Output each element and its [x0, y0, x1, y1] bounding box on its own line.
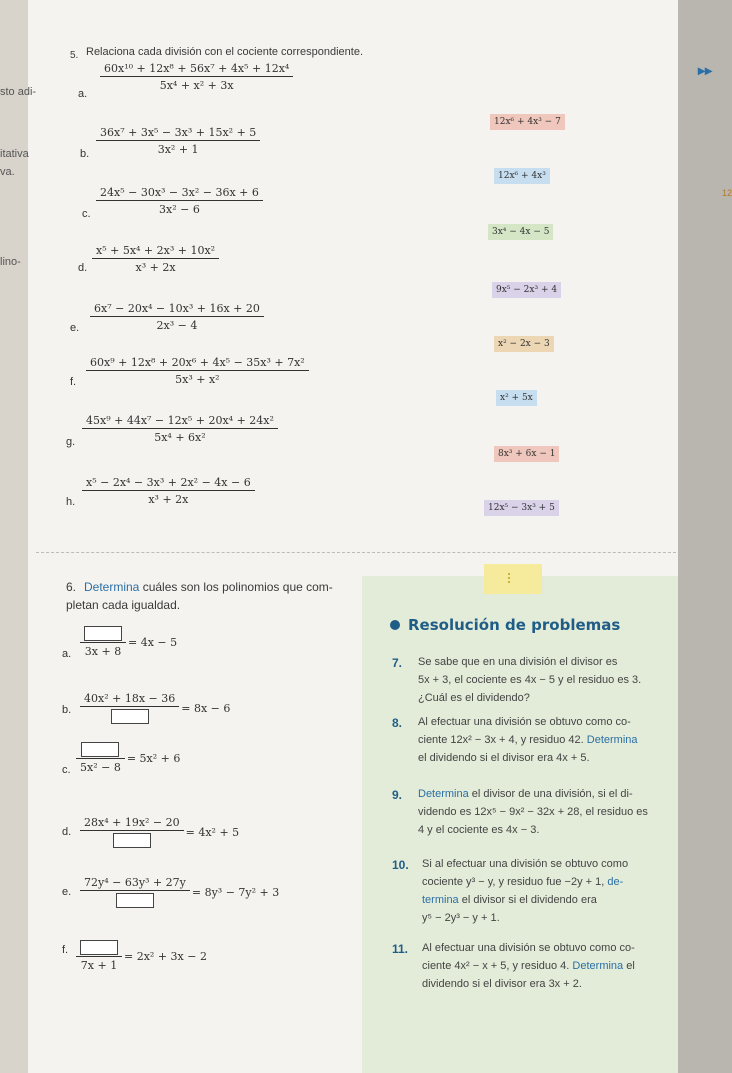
item-letter: e. [70, 322, 80, 334]
problem-8-number: 8. [392, 716, 403, 730]
problem-7-number: 7. [392, 656, 403, 670]
next-page-edge [678, 0, 732, 1073]
item-letter: c. [62, 764, 71, 776]
problem-9-line: Determina el divisor de una división, si el di- [418, 788, 633, 800]
answer-card: 12x⁶ + 4x³ [494, 168, 550, 184]
exercise-6-title-line2: pletan cada igualdad. [66, 598, 181, 612]
problem-7-line: Se sabe que en una división el divisor es [418, 656, 618, 668]
item-letter: b. [62, 704, 72, 716]
blank-box[interactable] [81, 742, 119, 757]
blank-box[interactable] [80, 940, 118, 955]
item-letter: e. [62, 886, 72, 898]
answer-card: 3x⁴ − 4x − 5 [488, 224, 553, 240]
problem-9-number: 9. [392, 788, 403, 802]
problem-11-line: dividendo si el divisor era 3x + 2. [422, 978, 582, 990]
problem-8-line: Al efectuar una división se obtuvo como co- [418, 716, 631, 728]
division-h: $\frac{\text{x⁵ − 2x⁴ − 3x³ + 2x² − 4x − 6}}{\text{x³ + 2x}}$ [84, 476, 253, 506]
problem-9-line: 4 y el cociente es 4x − 3. [418, 824, 540, 836]
division-e: $\frac{\text{6x⁷ − 20x⁴ − 10x³ + 16x + 20}}{\text{2x³ − 4}}$ [92, 302, 262, 332]
problem-11-line: Al efectuar una división se obtuvo como co- [422, 942, 635, 954]
problem-8-line: el dividendo si el divisor era 4x + 5. [418, 752, 590, 764]
margin-fragment: itativa [0, 148, 29, 160]
item-letter: b. [80, 148, 90, 160]
item-letter: f. [62, 944, 69, 956]
item-letter: d. [62, 826, 72, 838]
problem-7-line: ¿Cuál es el dividendo? [418, 692, 530, 704]
exercise-5-title: Relaciona cada división con el cociente correspondiente. [86, 46, 364, 58]
equation-c: 5x² − 8 = 5x² + 6 [78, 742, 180, 774]
problem-7-line: 5x + 3, el cociente es 4x − 5 y el residuo es 3. [418, 674, 642, 686]
margin-fragment: sto adi- [0, 86, 37, 98]
division-b: $\frac{\text{36x⁷ + 3x⁵ − 3x³ + 15x² + 5}}{\text{3x² + 1}}$ [98, 126, 258, 156]
answer-card: 12x⁶ + 4x³ − 7 [490, 114, 565, 130]
exercise-6-title: Determina cuáles son los polinomios que com- [84, 580, 333, 594]
margin-fragment: va. [0, 166, 15, 178]
division-d: $\frac{\text{x⁵ + 5x⁴ + 2x³ + 10x²}}{\text{x³ + 2x}}$ [94, 244, 217, 274]
equation-f: 7x + 1 = 2x² + 3x − 2 [78, 940, 207, 972]
blank-box[interactable] [116, 893, 154, 908]
problem-10-line: y⁵ − 2y³ − y + 1. [422, 912, 500, 924]
equation-e: 72y⁴ − 63y³ + 27y = 8y³ − 7y² + 3 [82, 876, 279, 908]
division-f: $\frac{\text{60x⁹ + 12x⁸ + 20x⁶ + 4x⁵ − 35x³ + 7x²}}{\text{5x³ + x²}}$ [88, 356, 307, 386]
item-letter: a. [62, 648, 72, 660]
division-a: $\frac{\text{60x¹⁰ + 12x⁸ + 56x⁷ + 4x⁵ + 12x⁴}}{\text{5x⁴ + x² + 3x}}$ [102, 62, 291, 92]
answer-card: x² + 5x [496, 390, 537, 406]
division-c: $\frac{\text{24x⁵ − 30x³ − 3x² − 36x + 6}}{\text{3x² − 6}}$ [98, 186, 261, 216]
problem-11-number: 11. [392, 942, 409, 956]
division-g: $\frac{\text{45x⁹ + 44x⁷ − 12x⁵ + 20x⁴ + 24x²}}{\text{5x⁴ + 6x²}}$ [84, 414, 276, 444]
section-divider [36, 552, 676, 554]
double-arrow-icon: ▸▸ [698, 62, 713, 78]
blank-box[interactable] [111, 709, 149, 724]
problem-8-line: ciente 12x² − 3x + 4, y residuo 42. Determina [418, 734, 638, 746]
item-letter: d. [78, 262, 88, 274]
problem-11-line: ciente 4x² − x + 5, y residuo 4. Determina el [422, 960, 635, 972]
item-letter: c. [82, 208, 91, 220]
page-edge-number: 12 [722, 188, 732, 198]
bullet-icon [390, 620, 400, 630]
item-letter: a. [78, 88, 88, 100]
equation-d: 28x⁴ + 19x² − 20 = 4x² + 5 [82, 816, 239, 848]
answer-card: 12x⁵ − 3x³ + 5 [484, 500, 559, 516]
item-letter: f. [70, 376, 77, 388]
answer-card: 9x⁵ − 2x³ + 4 [492, 282, 561, 298]
exercise-5-number: 5. [70, 50, 79, 61]
problem-9-line: videndo es 12x⁵ − 9x² − 32x + 28, el residuo es [418, 806, 648, 818]
problems-heading: Resolución de problemas [390, 616, 620, 634]
equation-a: 3x + 8 = 4x − 5 [82, 626, 177, 658]
answer-card: 8x³ + 6x − 1 [494, 446, 559, 462]
answer-card: x² − 2x − 3 [494, 336, 554, 352]
problem-10-line: termina el divisor si el dividendo era [422, 894, 597, 906]
margin-fragment: lino- [0, 256, 21, 268]
exercise-6-number: 6. [66, 580, 77, 594]
equation-b: 40x² + 18x − 36 = 8x − 6 [82, 692, 230, 724]
problem-10-line: cociente y³ − y, y residuo fue −2y + 1, de- [422, 876, 624, 888]
item-letter: g. [66, 436, 76, 448]
problem-10-number: 10. [392, 858, 409, 872]
tape-decoration [484, 564, 542, 594]
item-letter: h. [66, 496, 76, 508]
blank-box[interactable] [113, 833, 151, 848]
blank-box[interactable] [84, 626, 122, 641]
problem-10-line: Si al efectuar una división se obtuvo como [422, 858, 629, 870]
